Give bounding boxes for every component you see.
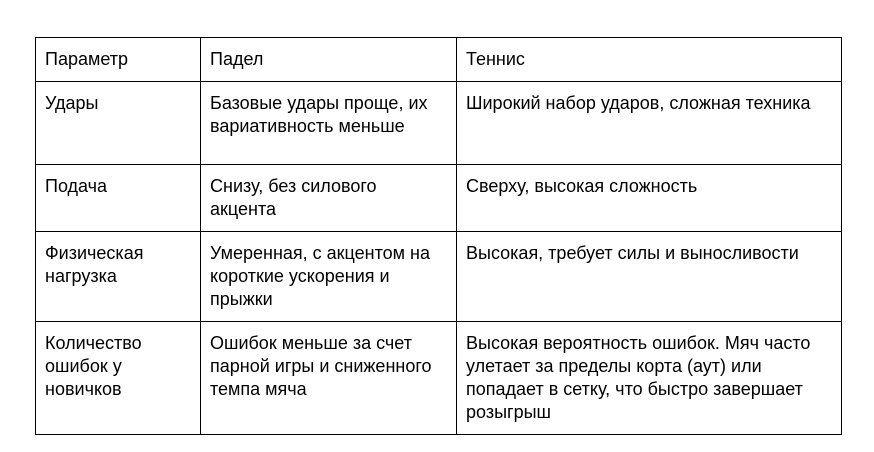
table-cell-parameter: Подача	[36, 165, 201, 232]
header-cell-parameter: Параметр	[36, 38, 201, 82]
table-header-row	[36, 38, 842, 82]
table-cell-padel: Ошибок меньше за счет парной игры и сниженного темпа мяча	[201, 322, 457, 435]
table-cell-tennis: Высокая, требует силы и выносливости	[457, 232, 842, 322]
header-cell-tennis: Теннис	[457, 38, 842, 82]
table-cell-padel: Умеренная, с акцентом на короткие ускорения и прыжки	[201, 232, 457, 322]
table-row	[36, 165, 842, 232]
table-cell-tennis: Высокая вероятность ошибок. Мяч часто улетает за пределы корта (аут) или попадает в сетку, что быстро завершает розыгрыш	[457, 322, 842, 435]
table-cell-tennis: Сверху, высокая сложность	[457, 165, 842, 232]
table-cell-tennis: Широкий набор ударов, сложная техника	[457, 82, 842, 165]
table-cell-parameter: Удары	[36, 82, 201, 165]
table-cell-parameter: Физическая нагрузка	[36, 232, 201, 322]
header-cell-padel: Падел	[201, 38, 457, 82]
table-cell-padel: Базовые удары проще, их вариативность меньше	[201, 82, 457, 165]
table-row	[36, 82, 842, 165]
table-row	[36, 322, 842, 435]
comparison-table	[35, 37, 842, 435]
table-row	[36, 232, 842, 322]
table-cell-padel: Снизу, без силового акцента	[201, 165, 457, 232]
table-cell-parameter: Количество ошибок у новичков	[36, 322, 201, 435]
